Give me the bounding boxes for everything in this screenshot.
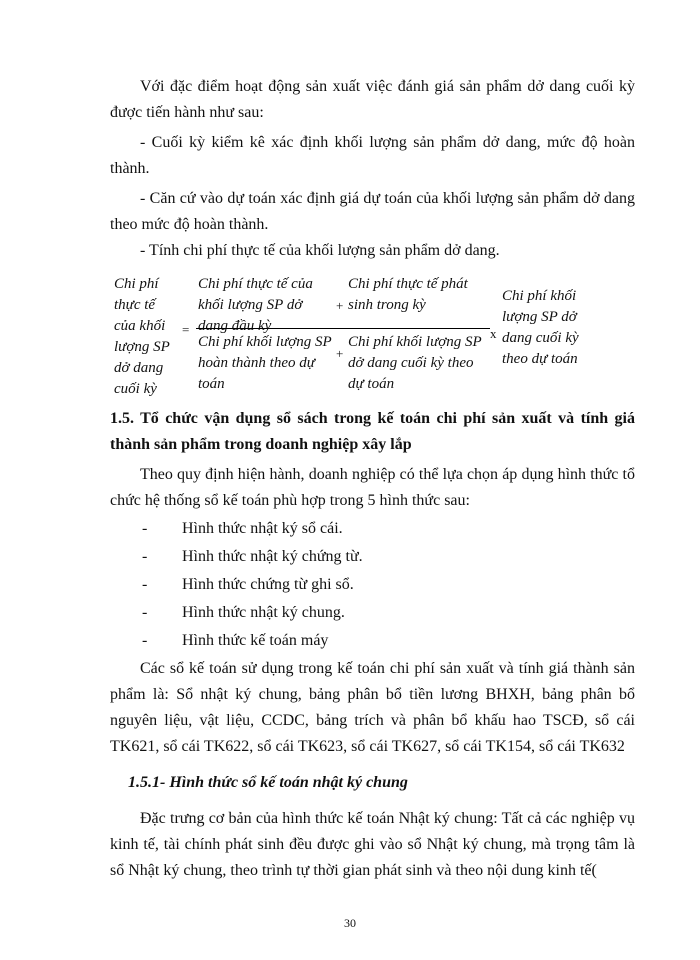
formula-lhs: Chi phí thực tế của khối lượng SP dở dang cuối kỳ [114,276,170,397]
formula-plus-denominator: + [336,346,344,361]
formula-denominator-a: Chi phí khối lượng SP hoàn thành theo dự toán [198,334,332,392]
bullet-dash: - [142,548,148,565]
section-1-5-intro: Theo quy định hiện hành, doanh nghiệp có thể lựa chọn áp dụng hình thức tổ chức hệ thống sổ kế toán phù hợp trong 5 hình thức sau: [110,466,635,509]
list-item-text: Hình thức nhật ký chung. [182,604,345,621]
formula-plus-numerator: + [336,298,344,313]
step-3-paragraph: - Tính chi phí thực tế của khối lượng sản phẩm dở dang. [140,242,500,259]
bullet-dash: - [142,576,148,593]
list-item-text: Hình thức chứng từ ghi sổ. [182,576,354,593]
formula-times: x [490,326,497,341]
step-1-paragraph: - Cuối kỳ kiểm kê xác định khối lượng sản phẩm dở dang, mức độ hoàn thành. [110,134,635,177]
list-item-text: Hình thức nhật ký chứng từ. [182,548,363,565]
section-1-5-1-body: Đặc trưng cơ bản của hình thức kế toán Nhật ký chung: Tất cả các nghiệp vụ kinh tế, tài chính phát sinh đều được ghi vào sổ Nhật ký chung, mà trọng tâm là sổ Nhật ký chung, theo trình tự thời gian phát sinh và theo nội dung kinh tế( [110,810,635,879]
intro-paragraph: Với đặc điểm hoạt động sản xuất việc đánh giá sản phẩm dở dang cuối kỳ được tiến hành như sau: [110,78,635,121]
list-item-text: Hình thức nhật ký sổ cái. [182,520,343,537]
formula-numerator-b: Chi phí thực tế phát sinh trong kỳ [348,276,468,313]
bullet-dash: - [142,520,148,537]
formula-equals: = [182,322,190,337]
section-1-5-1-heading: 1.5.1- Hình thức sổ kế toán nhật ký chung [128,774,408,791]
books-paragraph: Các sổ kế toán sử dụng trong kế toán chi phí sản xuất và tính giá thành sản phẩm là: Sổ nhật ký chung, bảng phân bổ tiền lương BHXH, bảng phân bổ nguyên liệu, vật liệu, CCDC, bảng trích và phân bổ khấu hao TSCĐ, sổ cái TK621, sổ cái TK622, sổ cái TK623, sổ cái TK627, sổ cái TK154, sổ cái TK632 [110,660,635,755]
step-2-paragraph: - Căn cứ vào dự toán xác định giá dự toán của khối lượng sản phẩm dở dang theo mức độ hoàn thành. [110,190,635,233]
section-1-5-heading: 1.5. Tổ chức vận dụng sổ sách trong kế toán chi phí sản xuất và tính giá thành sản phẩm trong doanh nghiệp xây lắp [110,410,635,453]
list-item-text: Hình thức kế toán máy [182,632,329,649]
formula-denominator-b: Chi phí khối lượng SP dở dang cuối kỳ theo dự toán [348,334,482,392]
page-number: 30 [344,916,356,930]
bullet-dash: - [142,632,148,649]
fraction-bar [196,328,490,329]
formula-rhs: Chi phí khối lượng SP dở dang cuối kỳ theo dự toán [502,288,579,367]
bullet-dash: - [142,604,148,621]
wip-cost-formula [110,272,610,397]
formula-numerator-a: Chi phí thực tế của khối lượng SP dở dang đầu kỳ [198,276,313,334]
